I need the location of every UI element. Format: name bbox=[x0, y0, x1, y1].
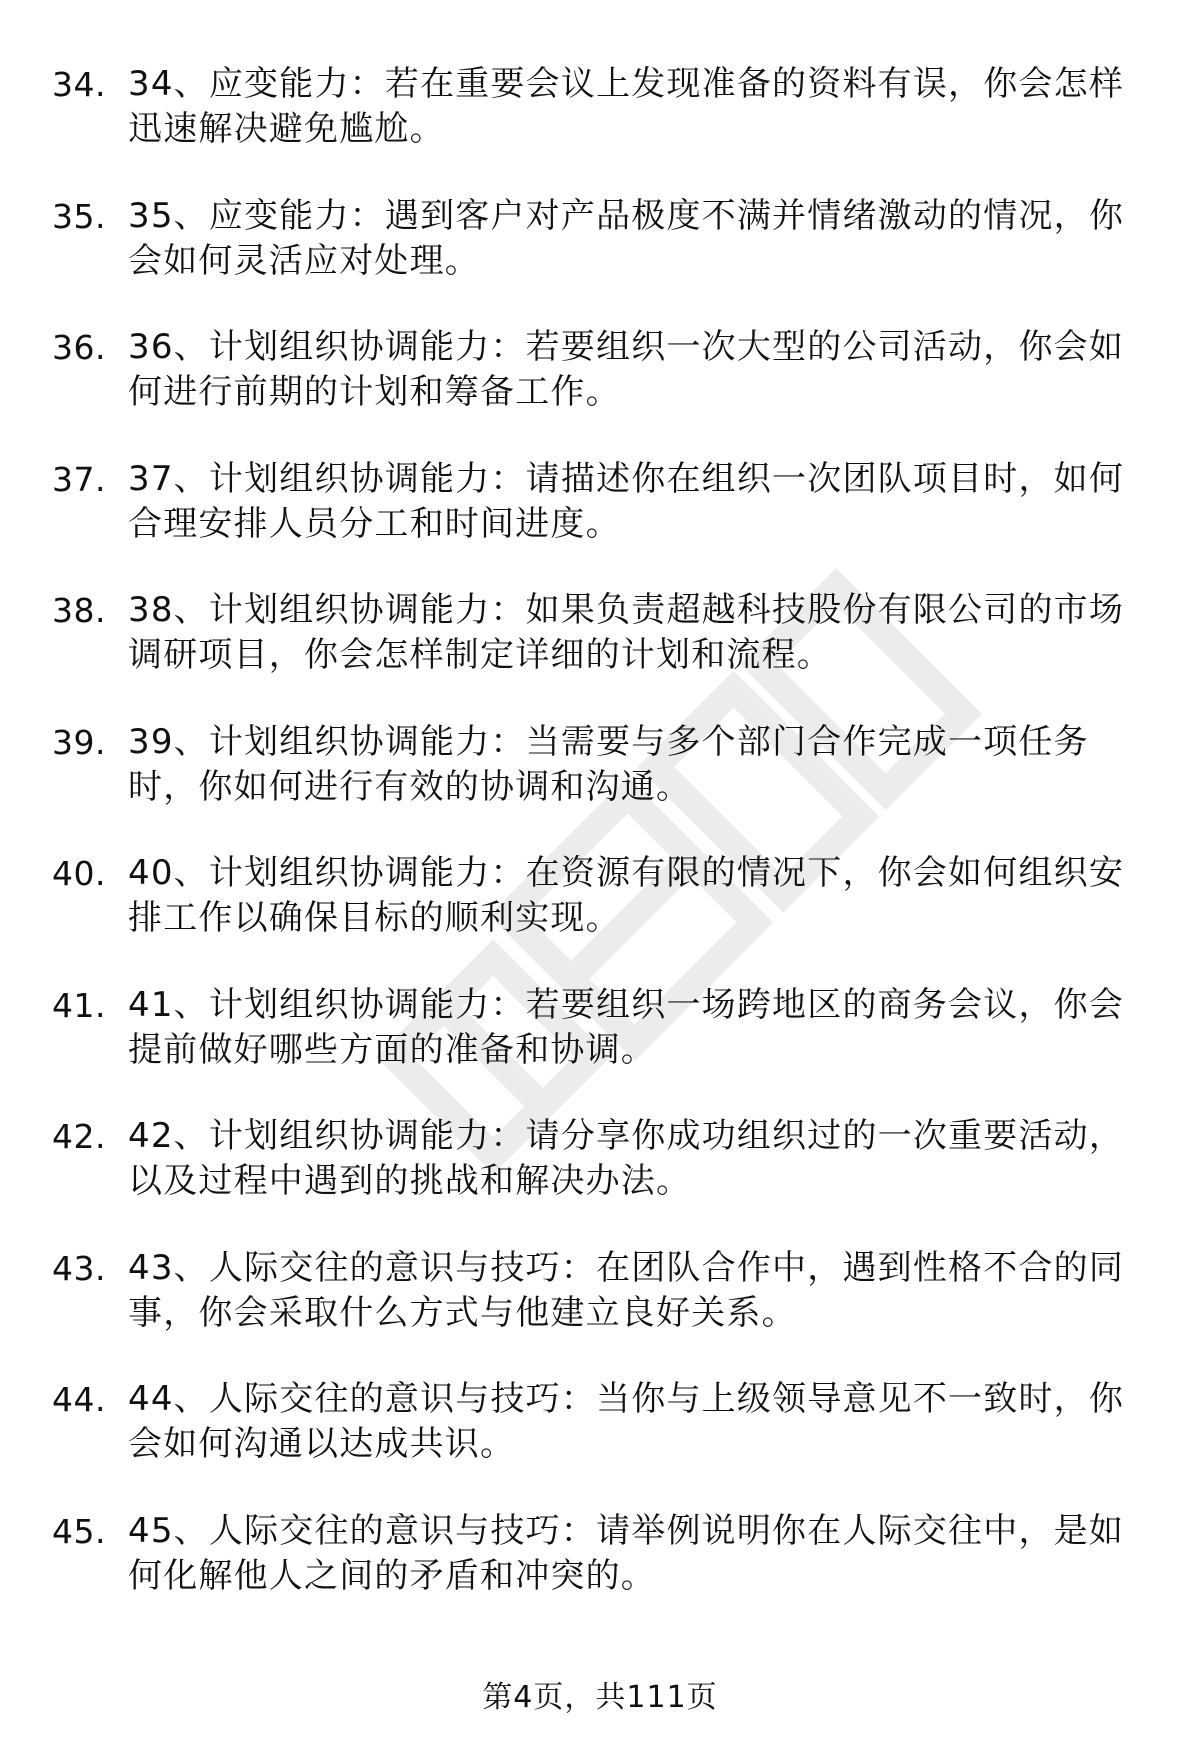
question-number: 35. bbox=[52, 196, 106, 236]
question-number: 40. bbox=[52, 854, 106, 893]
question-number: 43. bbox=[52, 1248, 106, 1288]
question-item bbox=[0, 457, 1200, 589]
question-number: 34. bbox=[52, 65, 106, 104]
question-number: 36. bbox=[52, 328, 106, 367]
question-text: 35、应变能力：遇到客户对产品极度不满并情绪激动的情况，你会如何灵活应对处理。 bbox=[128, 195, 1125, 281]
question-item bbox=[0, 1509, 1200, 1641]
question-text: 38、计划组织协调能力：如果负责超越科技股份有限公司的市场调研项目，你会怎样制定详细的计划和流程。 bbox=[128, 590, 1125, 675]
question-text: 42、计划组织协调能力：请分享你成功组织过的一次重要活动，以及过程中遇到的挑战和解决办法。 bbox=[128, 1116, 1125, 1201]
question-text: 45、人际交往的意识与技巧：请举例说明你在人际交往中，是如何化解他人之间的矛盾和冲突的。 bbox=[128, 1510, 1125, 1596]
question-item bbox=[0, 588, 1200, 720]
question-list bbox=[0, 62, 1200, 1640]
question-item bbox=[0, 1246, 1200, 1378]
question-item bbox=[0, 194, 1200, 326]
question-number: 37. bbox=[52, 459, 106, 499]
question-number: 42. bbox=[52, 1117, 106, 1156]
question-item bbox=[0, 1114, 1200, 1246]
page-footer: 第4页，共111页 bbox=[482, 1680, 718, 1715]
question-item bbox=[0, 851, 1200, 983]
question-number: 44. bbox=[52, 1380, 106, 1419]
question-item bbox=[0, 720, 1200, 852]
question-number: 45. bbox=[52, 1511, 106, 1551]
question-text: 44、人际交往的意识与技巧：当你与上级领导意见不一致时，你会如何沟通以达成共识。 bbox=[128, 1379, 1125, 1464]
question-item bbox=[0, 1377, 1200, 1509]
question-text: 43、人际交往的意识与技巧：在团队合作中，遇到性格不合的同事，你会采取什么方式与他建立良好关系。 bbox=[128, 1247, 1125, 1333]
question-item bbox=[0, 325, 1200, 457]
question-number: 39. bbox=[52, 722, 106, 762]
question-number: 38. bbox=[52, 591, 106, 630]
question-text: 34、应变能力：若在重要会议上发现准备的资料有误，你会怎样迅速解决避免尴尬。 bbox=[128, 64, 1125, 149]
question-text: 37、计划组织协调能力：请描述你在组织一次团队项目时，如何合理安排人员分工和时间进度。 bbox=[128, 458, 1125, 544]
question-text: 40、计划组织协调能力：在资源有限的情况下，你会如何组织安排工作以确保目标的顺利实现。 bbox=[128, 853, 1125, 938]
question-text: 39、计划组织协调能力：当需要与多个部门合作完成一项任务时，你如何进行有效的协调和沟通。 bbox=[128, 721, 1089, 807]
question-item bbox=[0, 62, 1200, 194]
question-text: 36、计划组织协调能力：若要组织一次大型的公司活动，你会如何进行前期的计划和筹备工作。 bbox=[128, 327, 1125, 412]
question-item bbox=[0, 983, 1200, 1115]
question-text: 41、计划组织协调能力：若要组织一场跨地区的商务会议，你会提前做好哪些方面的准备和协调。 bbox=[128, 984, 1125, 1070]
question-number: 41. bbox=[52, 985, 106, 1025]
